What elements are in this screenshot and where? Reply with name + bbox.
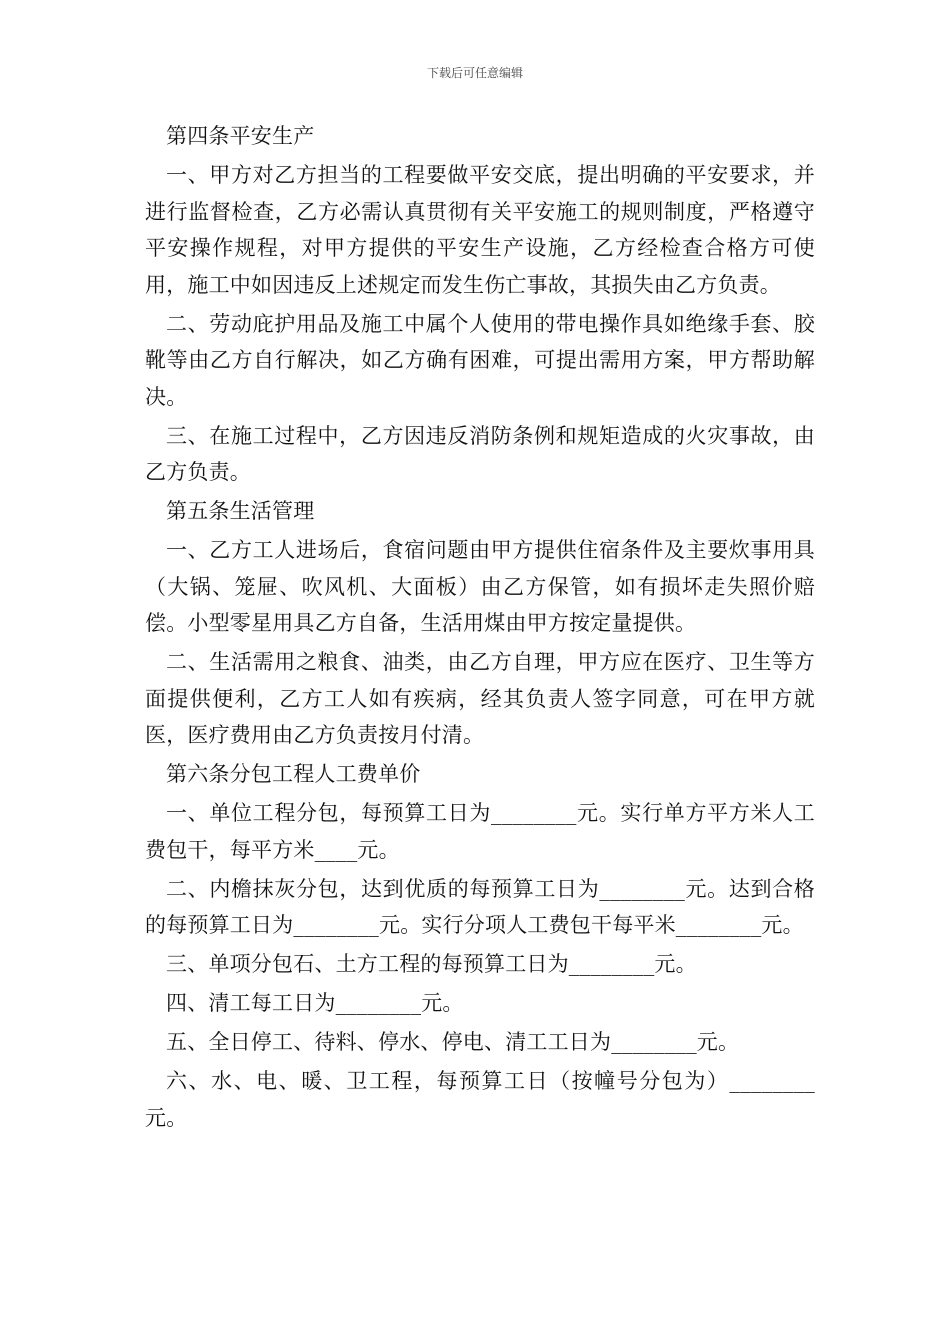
paragraph: 一、乙方工人进场后，食宿问题由甲方提供住宿条件及主要炊事用具（大锅、笼屉、吹风机、大面板）由乙方保管，如有损坏走失照价赔偿。小型零星用具乙方自备，生活用煤由甲方按定量提供。 [145, 538, 815, 635]
paragraph: 一、单位工程分包，每预算工日为________元。实行单方平方米人工费包干，每平方米____元。 [145, 801, 815, 862]
paragraph: 三、在施工过程中，乙方因违反消防条例和规矩造成的火灾事故，由乙方负责。 [145, 423, 815, 484]
paragraph: 二、生活需用之粮食、油类，由乙方自理，甲方应在医疗、卫生等方面提供便利，乙方工人如有疾病，经其负责人签字同意，可在甲方就医，医疗费用由乙方负责按月付清。 [145, 650, 815, 747]
paragraph: 六、水、电、暖、卫工程，每预算工日（按幢号分包为）________元。 [145, 1069, 815, 1130]
paragraph: 一、甲方对乙方担当的工程要做平安交底，提出明确的平安要求，并进行监督检查，乙方必需认真贯彻有关平安施工的规则制度，严格遵守平安操作规程，对甲方提供的平安生产设施，乙方经检查合格方可使用，施工中如因违反上述规定而发生伤亡事故，其损失由乙方负责。 [145, 163, 815, 297]
document-body [145, 118, 815, 1139]
section-heading-article-5: 第五条生活管理 [166, 499, 315, 523]
page-header: 下载后可任意编辑 [426, 66, 523, 80]
section-heading-article-6: 第六条分包工程人工费单价 [166, 762, 421, 786]
paragraph: 五、全日停工、待料、停水、停电、清工工日为________元。 [166, 1030, 740, 1054]
section-heading-article-4: 第四条平安生产 [166, 124, 315, 148]
paragraph: 二、内檐抹灰分包，达到优质的每预算工日为________元。达到合格的每预算工日为________元。实行分项人工费包干每平米________元。 [145, 876, 815, 937]
paragraph: 四、清工每工日为________元。 [166, 991, 464, 1015]
paragraph: 三、单项分包石、土方工程的每预算工日为________元。 [166, 952, 697, 976]
paragraph: 二、劳动庇护用品及施工中属个人使用的带电操作具如绝缘手套、胶靴等由乙方自行解决，如乙方确有困难，可提出需用方案，甲方帮助解决。 [145, 311, 815, 409]
